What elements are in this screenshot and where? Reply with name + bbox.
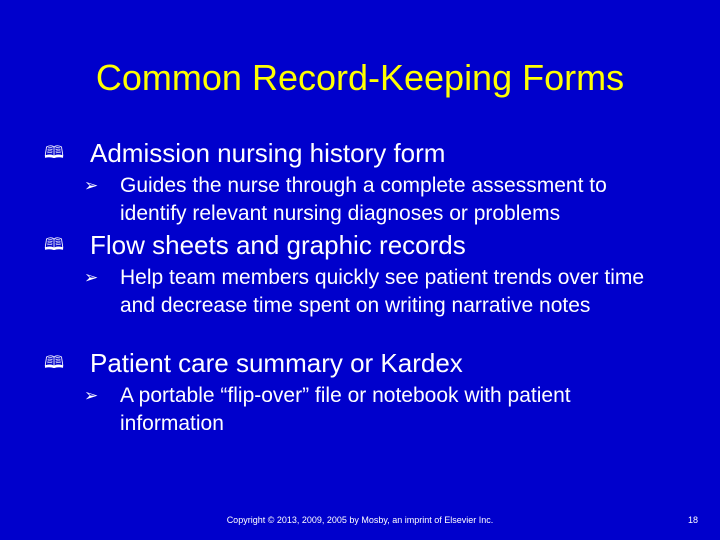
sub-bullet-text: Guides the nurse through a complete assessment to identify relevant nursing diagnoses or problems (120, 174, 607, 225)
page-number: 18 (687, 515, 698, 525)
arrowhead-bullet-icon: ➢ (84, 176, 99, 196)
bullet-item-flow-sheets (44, 230, 684, 320)
bookmark-bullet-icon: 🕮 (44, 235, 65, 255)
slide-title: Common Record-Keeping Forms (95, 57, 625, 98)
bullet-text: Patient care summary or Kardex (90, 348, 463, 378)
bullet-item-kardex (44, 348, 684, 438)
bullet-item-admission (44, 138, 684, 228)
bullet-text: Flow sheets and graphic records (90, 230, 466, 260)
arrowhead-bullet-icon: ➢ (84, 386, 99, 406)
sub-bullet (84, 382, 684, 438)
bullet-level1 (44, 348, 684, 378)
sub-bullet (84, 264, 684, 320)
sub-bullet-text: A portable “flip-over” file or notebook with patient information (120, 384, 571, 435)
bullet-level1 (44, 230, 684, 260)
bookmark-bullet-icon: 🕮 (44, 353, 65, 373)
sub-bullet-text: Help team members quickly see patient trends over time and decrease time spent on writing narrative notes (120, 266, 645, 317)
copyright-footer: Copyright © 2013, 2009, 2005 by Mosby, an imprint of Elsevier Inc. (226, 515, 494, 525)
arrowhead-bullet-icon: ➢ (84, 268, 99, 288)
bullet-text: Admission nursing history form (90, 138, 446, 168)
bookmark-bullet-icon: 🕮 (44, 143, 65, 163)
sub-bullet (84, 172, 684, 228)
bullet-level1 (44, 138, 684, 168)
